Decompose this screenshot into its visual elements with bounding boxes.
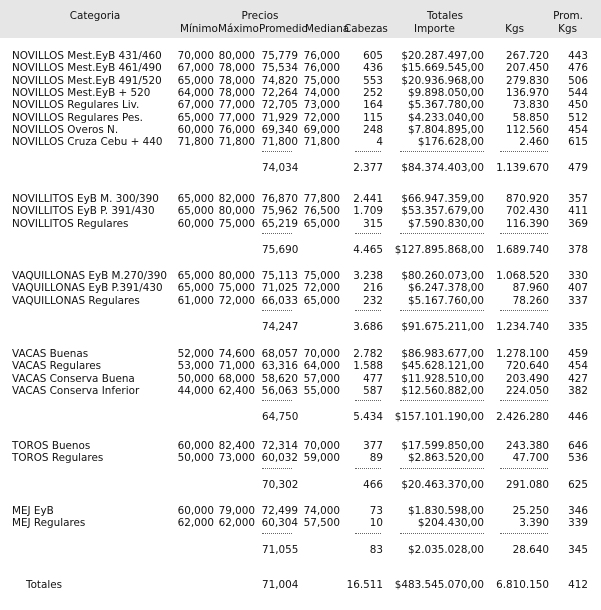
cell-promedio: 58,620 — [261, 372, 298, 385]
cell-mediana: 75,000 — [303, 74, 340, 87]
cell-maximo: 77,000 — [218, 111, 255, 124]
cell-cabezas: 10 — [369, 517, 383, 530]
cell-prom-kgs: 454 — [568, 360, 588, 373]
subtotal-separator — [400, 233, 484, 234]
cell-prom-kgs: 382 — [568, 384, 588, 397]
cell-kgs: 267.720 — [506, 50, 549, 62]
cell-kgs: 78.260 — [512, 294, 549, 307]
subtotal-separator — [400, 400, 484, 401]
cell-cabezas: 436 — [363, 62, 383, 75]
cell-prom-kgs: 369 — [568, 217, 588, 230]
cell-promedio: 60,304 — [261, 517, 298, 530]
cell-categoria: MEJ Regulares — [12, 517, 86, 530]
cell-importe: $15.669.545,00 — [401, 62, 484, 75]
cell-promedio: 65,219 — [261, 217, 298, 230]
cell-prom-kgs: 536 — [568, 452, 588, 465]
cell-minimo: 50,000 — [177, 452, 214, 465]
cell-mediana: 77,800 — [303, 193, 340, 205]
cell-minimo: 60,000 — [177, 217, 214, 230]
cell-minimo: 65,000 — [177, 111, 214, 124]
cell-mediana: 69,000 — [303, 123, 340, 136]
cell-importe: $20.936.968,00 — [401, 74, 484, 87]
cell-maximo: 79,000 — [218, 505, 255, 517]
cell-prom-kgs: 646 — [568, 440, 588, 452]
cell-maximo: 68,000 — [218, 372, 255, 385]
totals-promedio: 71,004 — [262, 579, 299, 591]
cell-mediana: 74,000 — [303, 86, 340, 99]
cell-promedio: 75,113 — [261, 270, 298, 282]
cell-maximo: 75,000 — [218, 282, 255, 295]
cell-promedio: 69,340 — [261, 123, 298, 136]
cell-importe: $7.804.895,00 — [407, 123, 484, 136]
cell-categoria: NOVILLOS Overos N. — [12, 123, 119, 136]
cell-cabezas: 2.782 — [353, 348, 383, 360]
cell-minimo: 65,000 — [177, 74, 214, 87]
cell-mediana: 57,000 — [303, 372, 340, 385]
cell-promedio: 71,025 — [261, 282, 298, 295]
cell-promedio: 72,499 — [261, 505, 298, 517]
cell-mediana: 65,000 — [303, 294, 340, 307]
cell-prom-kgs: 337 — [568, 294, 588, 307]
cell-importe: $17.599.850,00 — [401, 440, 484, 452]
cell-prom-kgs: 512 — [568, 111, 588, 124]
cell-maximo: 80,000 — [218, 205, 255, 218]
cell-categoria: NOVILLOS Regulares Liv. — [12, 99, 140, 112]
subtotal-prom-kgs: 446 — [568, 411, 588, 424]
totals-importe: $483.545.070,00 — [394, 579, 484, 591]
subtotal-separator — [500, 400, 548, 401]
subtotal-promedio: 70,302 — [262, 478, 299, 491]
subtotal-importe: $2.035.028,00 — [407, 543, 484, 556]
cell-kgs: 47.700 — [512, 452, 549, 465]
cell-minimo: 44,000 — [177, 384, 214, 397]
cell-promedio: 71,800 — [261, 136, 298, 149]
cell-minimo: 65,000 — [177, 270, 214, 282]
subtotal-separator — [400, 310, 484, 311]
cell-kgs: 224.050 — [506, 384, 549, 397]
cell-importe: $1.830.598,00 — [407, 505, 484, 517]
subtotal-importe: $91.675.211,00 — [401, 320, 484, 333]
cell-promedio: 56,063 — [261, 384, 298, 397]
cell-mediana: 59,000 — [303, 452, 340, 465]
cell-maximo: 62,400 — [218, 384, 255, 397]
cell-mediana: 55,000 — [303, 384, 340, 397]
header-totales: Totales — [426, 10, 464, 22]
cell-promedio: 60,032 — [261, 452, 298, 465]
cell-maximo: 82,400 — [218, 440, 255, 452]
totals-cabezas: 16.511 — [346, 579, 383, 591]
subtotal-importe: $20.463.370,00 — [401, 478, 484, 491]
cell-maximo: 62,000 — [218, 517, 255, 530]
cell-minimo: 52,000 — [177, 348, 214, 360]
cell-cabezas: 377 — [363, 440, 383, 452]
subtotal-separator — [500, 310, 548, 311]
cell-categoria: NOVILLITOS EyB M. 300/390 — [12, 193, 159, 205]
cell-promedio: 63,316 — [261, 360, 298, 373]
subtotal-separator — [262, 468, 292, 469]
cell-cabezas: 115 — [363, 111, 383, 124]
cell-importe: $5.367.780,00 — [407, 99, 484, 112]
cell-categoria: NOVILLOS Mest.EyB 491/520 — [12, 74, 162, 87]
subtotal-separator — [355, 400, 381, 401]
subtotal-kgs: 291.080 — [506, 478, 549, 491]
header-categoria: Categoria — [69, 10, 121, 22]
cell-promedio: 66,033 — [261, 294, 298, 307]
header-prom-line1: Prom. — [553, 10, 583, 22]
cell-kgs: 279.830 — [506, 74, 549, 87]
cell-categoria: VAQUILLONAS EyB P.391/430 — [12, 282, 163, 295]
cell-minimo: 67,000 — [177, 99, 214, 112]
cell-importe: $20.287.497,00 — [401, 50, 484, 62]
subtotal-prom-kgs: 335 — [568, 320, 588, 333]
subtotal-promedio: 64,750 — [262, 411, 299, 424]
subtotal-prom-kgs: 479 — [568, 162, 588, 175]
cell-categoria: NOVILLOS Mest.EyB + 520 — [12, 86, 151, 99]
subtotal-kgs: 1.139.670 — [496, 162, 549, 175]
totals-label: Totales — [26, 579, 63, 591]
cell-promedio: 75,534 — [261, 62, 298, 75]
header-precios: Precios — [241, 10, 279, 22]
cell-importe: $11.928.510,00 — [401, 372, 484, 385]
header-mediana: Mediana — [305, 23, 350, 35]
header-cabezas: Cabezas — [344, 23, 388, 35]
cell-kgs: 136.970 — [506, 86, 549, 99]
cell-categoria: VACAS Conserva Inferior — [12, 384, 140, 397]
cell-maximo: 82,000 — [218, 193, 255, 205]
subtotal-separator — [500, 151, 548, 152]
cell-mediana: 72,000 — [303, 282, 340, 295]
cell-maximo: 75,000 — [218, 217, 255, 230]
subtotal-cabezas: 2.377 — [353, 162, 383, 175]
cell-cabezas: 216 — [363, 282, 383, 295]
cell-cabezas: 73 — [369, 505, 383, 517]
cell-kgs: 203.490 — [506, 372, 549, 385]
cell-maximo: 72,000 — [218, 294, 255, 307]
cell-cabezas: 315 — [363, 217, 383, 230]
cell-cabezas: 587 — [363, 384, 383, 397]
cell-promedio: 75,779 — [261, 50, 298, 62]
cell-categoria: MEJ EyB — [12, 505, 54, 517]
cell-prom-kgs: 544 — [568, 86, 588, 99]
cell-mediana: 64,000 — [303, 360, 340, 373]
subtotal-cabezas: 466 — [363, 478, 383, 491]
cell-kgs: 720.640 — [506, 360, 549, 373]
cell-promedio: 75,962 — [261, 205, 298, 218]
cell-categoria: NOVILLOS Regulares Pes. — [12, 111, 143, 124]
cell-prom-kgs: 346 — [568, 505, 588, 517]
cell-minimo: 64,000 — [177, 86, 214, 99]
cell-minimo: 62,000 — [177, 517, 214, 530]
cell-cabezas: 1.588 — [353, 360, 383, 373]
cell-mediana: 76,000 — [303, 62, 340, 75]
cell-kgs: 243.380 — [506, 440, 549, 452]
cell-prom-kgs: 459 — [568, 348, 588, 360]
cell-minimo: 60,000 — [177, 505, 214, 517]
cell-minimo: 71,800 — [177, 136, 214, 149]
cell-prom-kgs: 450 — [568, 99, 588, 112]
subtotal-importe: $84.374.403,00 — [401, 162, 484, 175]
cell-mediana: 70,000 — [303, 348, 340, 360]
subtotal-prom-kgs: 625 — [568, 478, 588, 491]
cell-maximo: 78,000 — [218, 74, 255, 87]
cell-categoria: NOVILLITOS EyB P. 391/430 — [12, 205, 155, 218]
cell-minimo: 65,000 — [177, 193, 214, 205]
subtotal-kgs: 2.426.280 — [496, 411, 549, 424]
cell-minimo: 65,000 — [177, 205, 214, 218]
subtotal-promedio: 74,034 — [262, 162, 299, 175]
cell-prom-kgs: 411 — [568, 205, 588, 218]
cell-mediana: 76,500 — [303, 205, 340, 218]
cell-cabezas: 4 — [376, 136, 383, 149]
cell-minimo: 65,000 — [177, 282, 214, 295]
header-kgs: Kgs — [505, 23, 524, 35]
cell-prom-kgs: 476 — [568, 62, 588, 75]
cell-importe: $45.628.121,00 — [401, 360, 484, 373]
subtotal-separator — [262, 533, 292, 534]
cell-categoria: VAQUILLONAS Regulares — [12, 294, 140, 307]
cell-mediana: 72,000 — [303, 111, 340, 124]
cell-importe: $4.233.040,00 — [407, 111, 484, 124]
cell-importe: $53.357.679,00 — [401, 205, 484, 218]
cell-minimo: 70,000 — [177, 50, 214, 62]
cell-categoria: NOVILLOS Cruza Cebu + 440 — [12, 136, 163, 149]
subtotal-cabezas: 83 — [369, 543, 383, 556]
cell-kgs: 1.068.520 — [496, 270, 549, 282]
subtotal-separator — [262, 310, 292, 311]
subtotal-kgs: 1.234.740 — [496, 320, 549, 333]
totals-prom-kgs: 412 — [568, 579, 588, 591]
cell-importe: $6.247.378,00 — [407, 282, 484, 295]
cell-mediana: 73,000 — [303, 99, 340, 112]
subtotal-separator — [355, 468, 381, 469]
totals-kgs: 6.810.150 — [496, 579, 549, 591]
header-promedio: Promedio — [259, 23, 308, 35]
subtotal-promedio: 71,055 — [262, 543, 299, 556]
cell-kgs: 2.460 — [519, 136, 549, 149]
subtotal-prom-kgs: 378 — [568, 243, 588, 256]
cell-kgs: 116.390 — [506, 217, 549, 230]
subtotal-separator — [355, 533, 381, 534]
cell-prom-kgs: 427 — [568, 372, 588, 385]
header-minimo: Mínimo — [180, 23, 218, 35]
cell-minimo: 61,000 — [177, 294, 214, 307]
subtotal-separator — [262, 233, 292, 234]
subtotal-separator — [355, 310, 381, 311]
cell-importe: $9.898.050,00 — [407, 86, 484, 99]
cell-minimo: 53,000 — [177, 360, 214, 373]
subtotal-importe: $157.101.190,00 — [394, 411, 484, 424]
cell-promedio: 68,057 — [261, 348, 298, 360]
cell-maximo: 71,000 — [218, 360, 255, 373]
subtotal-separator — [262, 400, 292, 401]
cell-minimo: 67,000 — [177, 62, 214, 75]
cell-prom-kgs: 615 — [568, 136, 588, 149]
subtotal-separator — [400, 468, 484, 469]
cell-mediana: 57,500 — [303, 517, 340, 530]
cell-cabezas: 89 — [369, 452, 383, 465]
cell-promedio: 74,820 — [261, 74, 298, 87]
subtotal-kgs: 28.640 — [512, 543, 549, 556]
cell-maximo: 78,000 — [218, 86, 255, 99]
cell-cabezas: 605 — [363, 50, 383, 62]
header-prom-line2: Kgs — [558, 23, 577, 35]
cell-cabezas: 164 — [363, 99, 383, 112]
subtotal-promedio: 74,247 — [262, 320, 299, 333]
subtotal-separator — [500, 233, 548, 234]
cell-cabezas: 2.441 — [353, 193, 383, 205]
cell-cabezas: 3.238 — [353, 270, 383, 282]
cell-prom-kgs: 357 — [568, 193, 588, 205]
cell-minimo: 50,000 — [177, 372, 214, 385]
cell-promedio: 76,870 — [261, 193, 298, 205]
cell-cabezas: 1.709 — [353, 205, 383, 218]
subtotal-separator — [262, 151, 292, 152]
subtotal-separator — [400, 151, 484, 152]
cell-prom-kgs: 506 — [568, 74, 588, 87]
subtotal-separator — [400, 533, 484, 534]
cell-cabezas: 252 — [363, 86, 383, 99]
cell-mediana: 74,000 — [303, 505, 340, 517]
cell-importe: $176.628,00 — [417, 136, 484, 149]
cell-categoria: TOROS Buenos — [12, 440, 91, 452]
cell-kgs: 870.920 — [506, 193, 549, 205]
cell-categoria: NOVILLOS Mest.EyB 461/490 — [12, 62, 162, 75]
cell-kgs: 58.850 — [512, 111, 549, 124]
header-importe: Importe — [414, 23, 455, 35]
cell-kgs: 207.450 — [506, 62, 549, 75]
cell-kgs: 25.250 — [512, 505, 549, 517]
cell-maximo: 80,000 — [218, 50, 255, 62]
cell-mediana: 70,000 — [303, 440, 340, 452]
cell-importe: $86.983.677,00 — [401, 348, 484, 360]
cell-mediana: 75,000 — [303, 270, 340, 282]
cell-categoria: VACAS Conserva Buena — [12, 372, 135, 385]
cell-promedio: 72,705 — [261, 99, 298, 112]
cell-cabezas: 477 — [363, 372, 383, 385]
subtotal-separator — [355, 151, 381, 152]
cell-kgs: 1.278.100 — [496, 348, 549, 360]
subtotal-cabezas: 5.434 — [353, 411, 383, 424]
cell-promedio: 71,929 — [261, 111, 298, 124]
cell-mediana: 71,800 — [303, 136, 340, 149]
cell-kgs: 3.390 — [519, 517, 549, 530]
subtotal-cabezas: 4.465 — [353, 243, 383, 256]
cell-maximo: 77,000 — [218, 99, 255, 112]
cell-promedio: 72,314 — [261, 440, 298, 452]
cell-maximo: 78,000 — [218, 62, 255, 75]
subtotal-separator — [355, 233, 381, 234]
cell-categoria: TOROS Regulares — [12, 452, 104, 465]
cell-kgs: 73.830 — [512, 99, 549, 112]
cell-maximo: 76,000 — [218, 123, 255, 136]
subtotal-promedio: 75,690 — [262, 243, 299, 256]
cell-importe: $204.430,00 — [417, 517, 484, 530]
cell-cabezas: 248 — [363, 123, 383, 136]
cell-prom-kgs: 339 — [568, 517, 588, 530]
cell-kgs: 112.560 — [506, 123, 549, 136]
cell-importe: $5.167.760,00 — [407, 294, 484, 307]
cell-maximo: 74,600 — [218, 348, 255, 360]
cell-prom-kgs: 407 — [568, 282, 588, 295]
cell-minimo: 60,000 — [177, 440, 214, 452]
cell-prom-kgs: 443 — [568, 50, 588, 62]
cell-kgs: 87.960 — [512, 282, 549, 295]
cell-importe: $7.590.830,00 — [407, 217, 484, 230]
cell-minimo: 60,000 — [177, 123, 214, 136]
subtotal-cabezas: 3.686 — [353, 320, 383, 333]
cell-kgs: 702.430 — [506, 205, 549, 218]
cell-categoria: VACAS Buenas — [12, 348, 89, 360]
cell-cabezas: 553 — [363, 74, 383, 87]
subtotal-prom-kgs: 345 — [568, 543, 588, 556]
cell-categoria: NOVILLOS Mest.EyB 431/460 — [12, 50, 162, 62]
cell-maximo: 73,000 — [218, 452, 255, 465]
cell-mediana: 65,000 — [303, 217, 340, 230]
cell-importe: $66.947.359,00 — [401, 193, 484, 205]
cell-importe: $80.260.073,00 — [401, 270, 484, 282]
cell-importe: $2.863.520,00 — [407, 452, 484, 465]
cell-categoria: VACAS Regulares — [12, 360, 102, 373]
cell-importe: $12.560.882,00 — [401, 384, 484, 397]
subtotal-separator — [500, 533, 548, 534]
cell-prom-kgs: 330 — [568, 270, 588, 282]
cell-categoria: NOVILLITOS Regulares — [12, 217, 129, 230]
subtotal-importe: $127.895.868,00 — [394, 243, 484, 256]
cell-maximo: 80,000 — [218, 270, 255, 282]
cell-prom-kgs: 454 — [568, 123, 588, 136]
cell-maximo: 71,800 — [218, 136, 255, 149]
cell-cabezas: 232 — [363, 294, 383, 307]
subtotal-kgs: 1.689.740 — [496, 243, 549, 256]
cell-promedio: 72,264 — [261, 86, 298, 99]
subtotal-separator — [500, 468, 548, 469]
header-maximo: Máximo — [218, 23, 259, 35]
cell-mediana: 76,000 — [303, 50, 340, 62]
cell-categoria: VAQUILLONAS EyB M.270/390 — [12, 270, 167, 282]
